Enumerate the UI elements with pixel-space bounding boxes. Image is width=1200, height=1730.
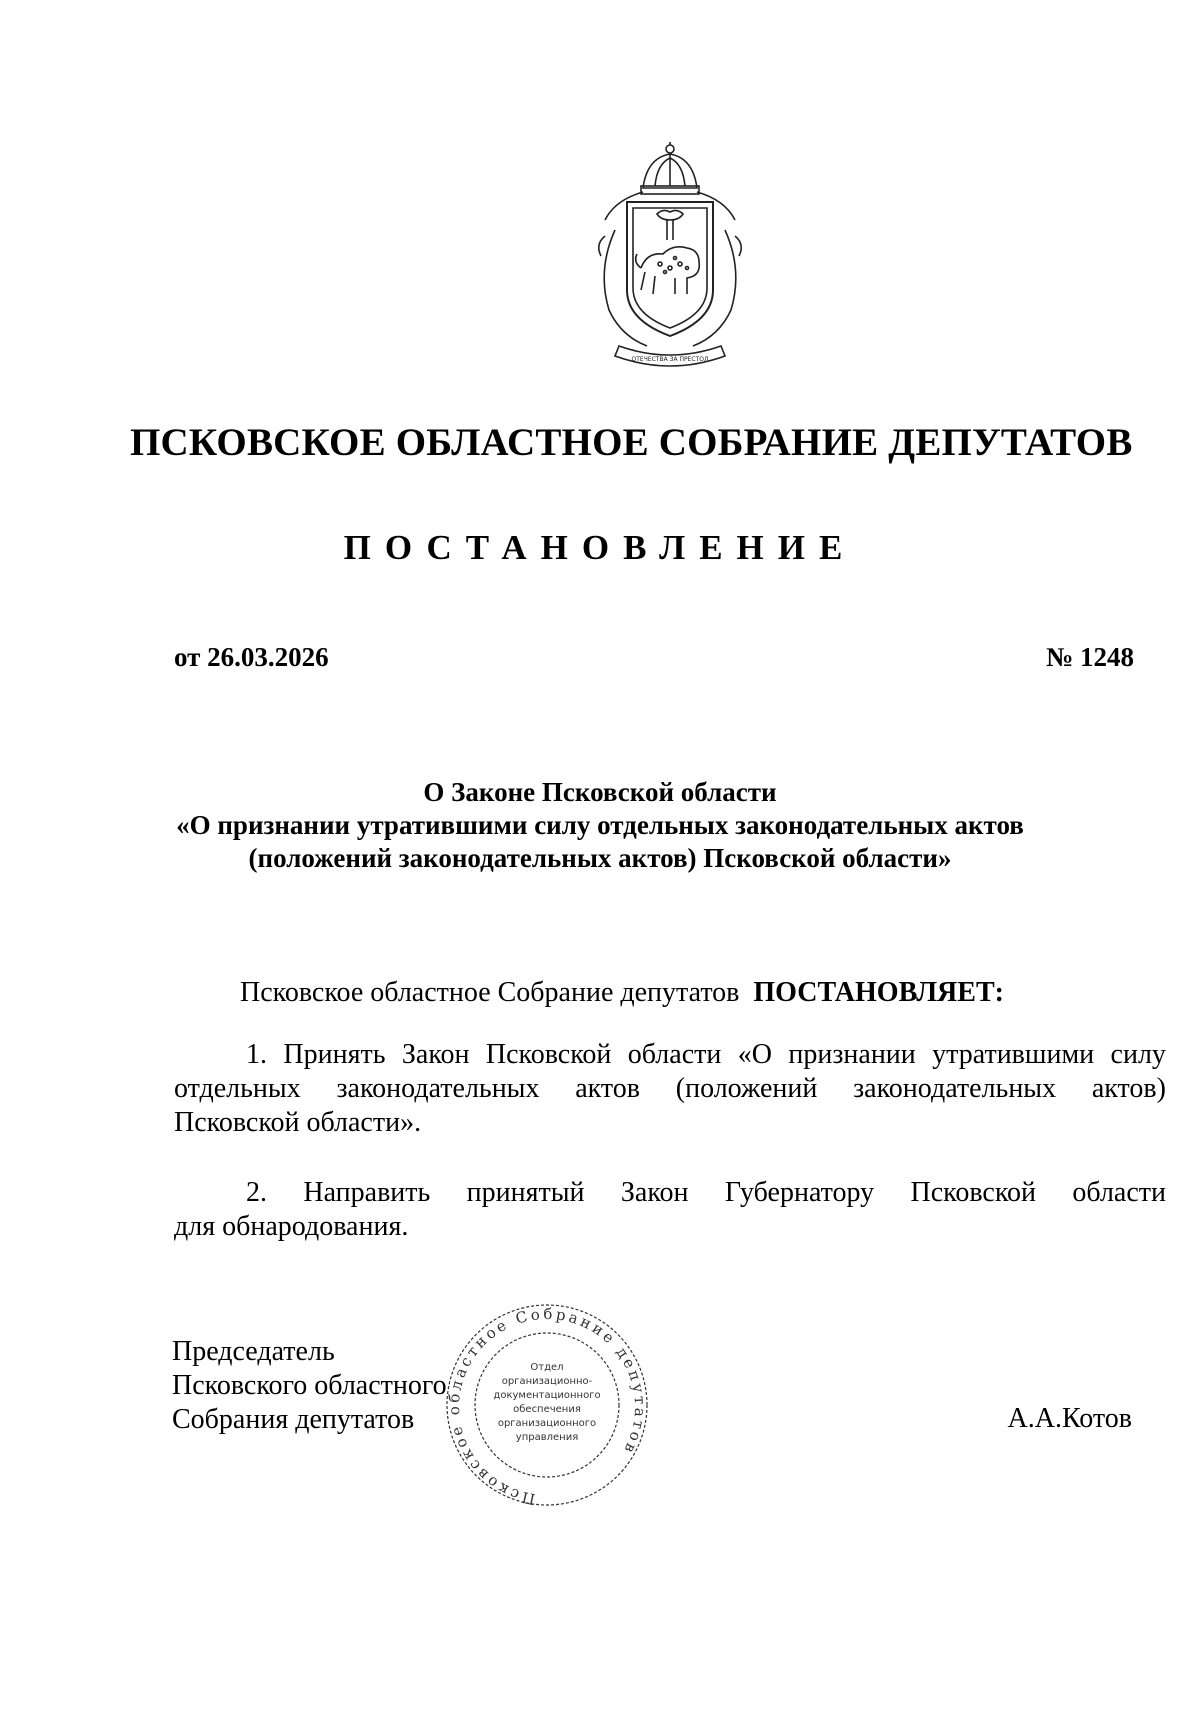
word: Закон (620, 1177, 689, 1208)
word: Псковской (485, 1039, 612, 1070)
paragraph-line: Псковской области». (174, 1107, 422, 1138)
stamp-inner-line: организационного (497, 1418, 597, 1429)
word: области (627, 1039, 722, 1070)
decree-verb: ПОСТАНОВЛЯЕТ: (753, 977, 1004, 1008)
document-subject (130, 776, 1070, 875)
word: силу (1110, 1039, 1166, 1070)
decree-intro-text: Псковское областное Собрание депутатов (240, 977, 740, 1008)
paragraph-2 (174, 1176, 1166, 1244)
word: утратившими (932, 1039, 1095, 1070)
word: актов) (1091, 1073, 1166, 1104)
word: законодательных (336, 1073, 540, 1104)
subject-line: (положений законодательных актов) Псковской области» (248, 843, 952, 873)
paragraph-line (174, 1176, 1166, 1210)
document-date: от 26.03.2026 (174, 642, 329, 672)
subject-line: «О признании утратившими силу отдельных законодательных актов (176, 810, 1024, 840)
word: Принять (283, 1039, 386, 1070)
position-line: Псковского областного (172, 1370, 447, 1401)
stamp-inner-line: управления (515, 1432, 579, 1443)
stamp-outer-text: Псковское областное Собрание депутатов (444, 1304, 650, 1509)
position-line: Председатель (172, 1336, 335, 1367)
organization-title: ПСКОВСКОЕ ОБЛАСТНОЕ СОБРАНИЕ ДЕПУТАТОВ (130, 421, 1133, 464)
decree-intro (240, 976, 1004, 1010)
pskov-coat-of-arms-icon (575, 140, 765, 380)
signatory-position (172, 1335, 447, 1437)
stamp-inner-line: организационно- (501, 1376, 593, 1387)
word: принятый (466, 1177, 585, 1208)
word: области (1072, 1177, 1166, 1208)
word: 2. (246, 1177, 267, 1208)
document-type: ПОСТАНОВЛЕНИЕ (343, 528, 857, 567)
word: Губернатору (724, 1177, 875, 1208)
word: «О (737, 1039, 772, 1070)
word: Закон (401, 1039, 470, 1070)
word: Направить (303, 1177, 431, 1208)
stamp-inner-line: обеспечения (513, 1404, 581, 1415)
word: (положений (675, 1073, 818, 1104)
document-number: № 1248 (1046, 642, 1134, 672)
official-stamp-icon (440, 1300, 655, 1510)
word: Псковской (910, 1177, 1037, 1208)
stamp-inner-line: документационного (493, 1390, 601, 1401)
emblem-ribbon-text: ОТЕЧЕСТВА ЗА ПРЕСТОЛ (631, 356, 709, 363)
word: актов (575, 1073, 640, 1104)
word: 1. (246, 1039, 267, 1070)
paragraph-line: для обнародования. (174, 1211, 409, 1242)
word: законодательных (853, 1073, 1057, 1104)
position-line: Собрания депутатов (172, 1404, 415, 1435)
signatory-name: А.А.Котов (1007, 1403, 1132, 1434)
stamp-inner-line: Отдел (530, 1362, 564, 1373)
word: отдельных (174, 1073, 301, 1104)
word: признании (788, 1039, 916, 1070)
paragraph-line (174, 1038, 1166, 1072)
subject-line: О Законе Псковской области (423, 777, 777, 807)
paragraph-1 (174, 1038, 1166, 1140)
paragraph-line (174, 1072, 1166, 1106)
